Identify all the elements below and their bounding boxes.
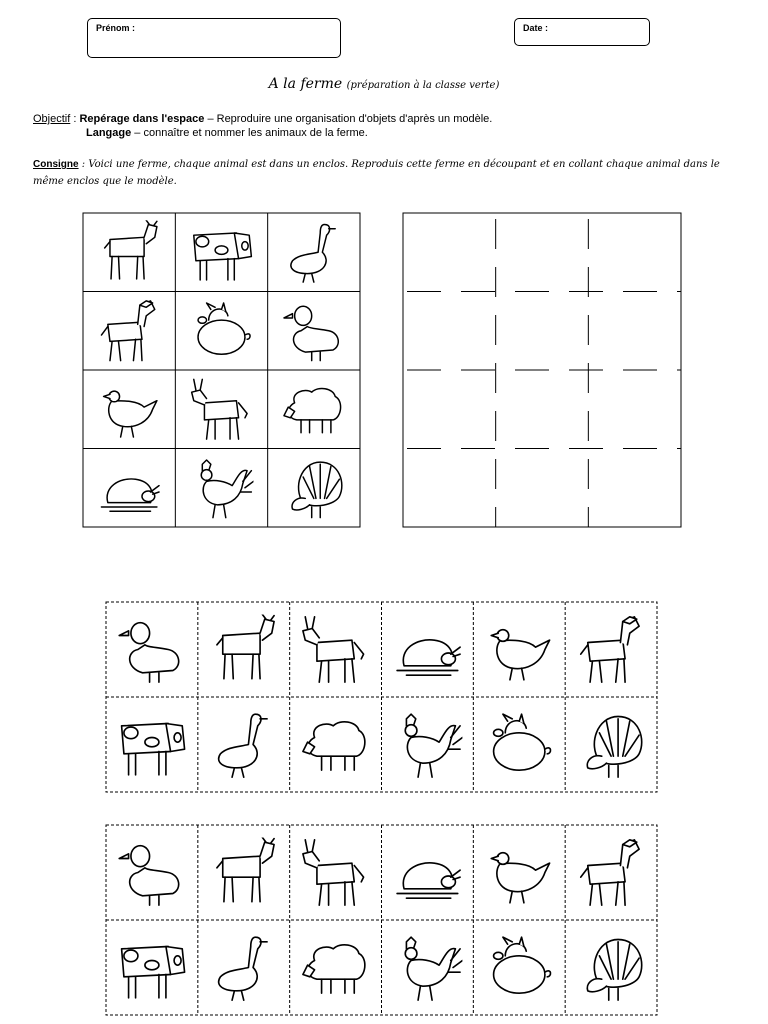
- cutout-card-horse-icon: [581, 617, 639, 682]
- prenom-label: Prénom :: [96, 23, 136, 33]
- model-cell-rabbit-icon: [101, 479, 159, 511]
- model-cell-cow-icon: [194, 233, 252, 280]
- cutout-card-sheep-icon: [303, 945, 365, 993]
- model-cell-hen-icon: [104, 391, 157, 437]
- consigne-text: Voici une ferme, chaque animal est dans un enclos. Reproduis cette ferme en découpant et en collant chaque animal dans le même enclos que le modèle.: [33, 159, 720, 187]
- objectif-item2-rest: – connaître et nommer les animaux de la ferme.: [131, 127, 368, 139]
- model-cell-rooster-icon: [201, 460, 253, 518]
- model-cell-goat-icon: [105, 220, 157, 279]
- cutout-card-rabbit-icon: [397, 640, 460, 675]
- title-subtitle: (préparation à la classe verte): [346, 80, 500, 91]
- objectif-label: Objectif: [33, 113, 71, 125]
- cutout-card-sheep-icon: [303, 722, 365, 770]
- model-cell-turkey-icon: [292, 462, 342, 517]
- cutout-card-goose-icon: [219, 714, 267, 777]
- consigne-label: Consigne: [33, 159, 79, 170]
- model-cell-pig-icon: [198, 303, 250, 354]
- cutout-card-pig-icon: [494, 937, 551, 993]
- cutout-card-duck-icon: [119, 846, 178, 906]
- consigne-sep: :: [78, 159, 86, 170]
- cutout-card-turkey-icon: [587, 940, 641, 1001]
- objectif-item1-strong: Repérage dans l'espace: [79, 113, 205, 125]
- model-cell-donkey-icon: [192, 379, 247, 439]
- cutout-card-rabbit-icon: [397, 863, 460, 898]
- cutout-card-cow-icon: [122, 724, 185, 775]
- cutout-card-rooster-icon: [405, 937, 462, 1000]
- objectif-item2-strong: Langage: [86, 127, 132, 139]
- cutout-card-goose-icon: [219, 937, 267, 1000]
- model-cell-sheep-icon: [284, 388, 341, 432]
- cutout-card-rooster-icon: [405, 714, 462, 777]
- cutout-card-horse-icon: [581, 840, 639, 905]
- cutout-card-goat-icon: [217, 838, 274, 902]
- cutout-card-turkey-icon: [587, 717, 641, 778]
- cutout-card-cow-icon: [122, 947, 185, 998]
- model-cell-horse-icon: [101, 301, 154, 361]
- model-cell-goose-icon: [291, 225, 335, 283]
- cutout-card-hen-icon: [491, 853, 549, 903]
- cutout-card-hen-icon: [491, 630, 549, 680]
- model-cell-duck-icon: [284, 306, 338, 360]
- date-label: Date :: [523, 23, 549, 33]
- cutout-card-duck-icon: [119, 623, 178, 683]
- objectif-sep: :: [70, 113, 77, 125]
- cutout-card-donkey-icon: [303, 840, 364, 905]
- title-main: A la ferme: [268, 76, 343, 92]
- objectif-item1-rest: – Reproduire une organisation d'objets d'après un modèle.: [204, 113, 493, 125]
- cutout-card-pig-icon: [494, 714, 551, 770]
- cutout-card-goat-icon: [217, 615, 274, 679]
- cutout-card-donkey-icon: [303, 617, 364, 682]
